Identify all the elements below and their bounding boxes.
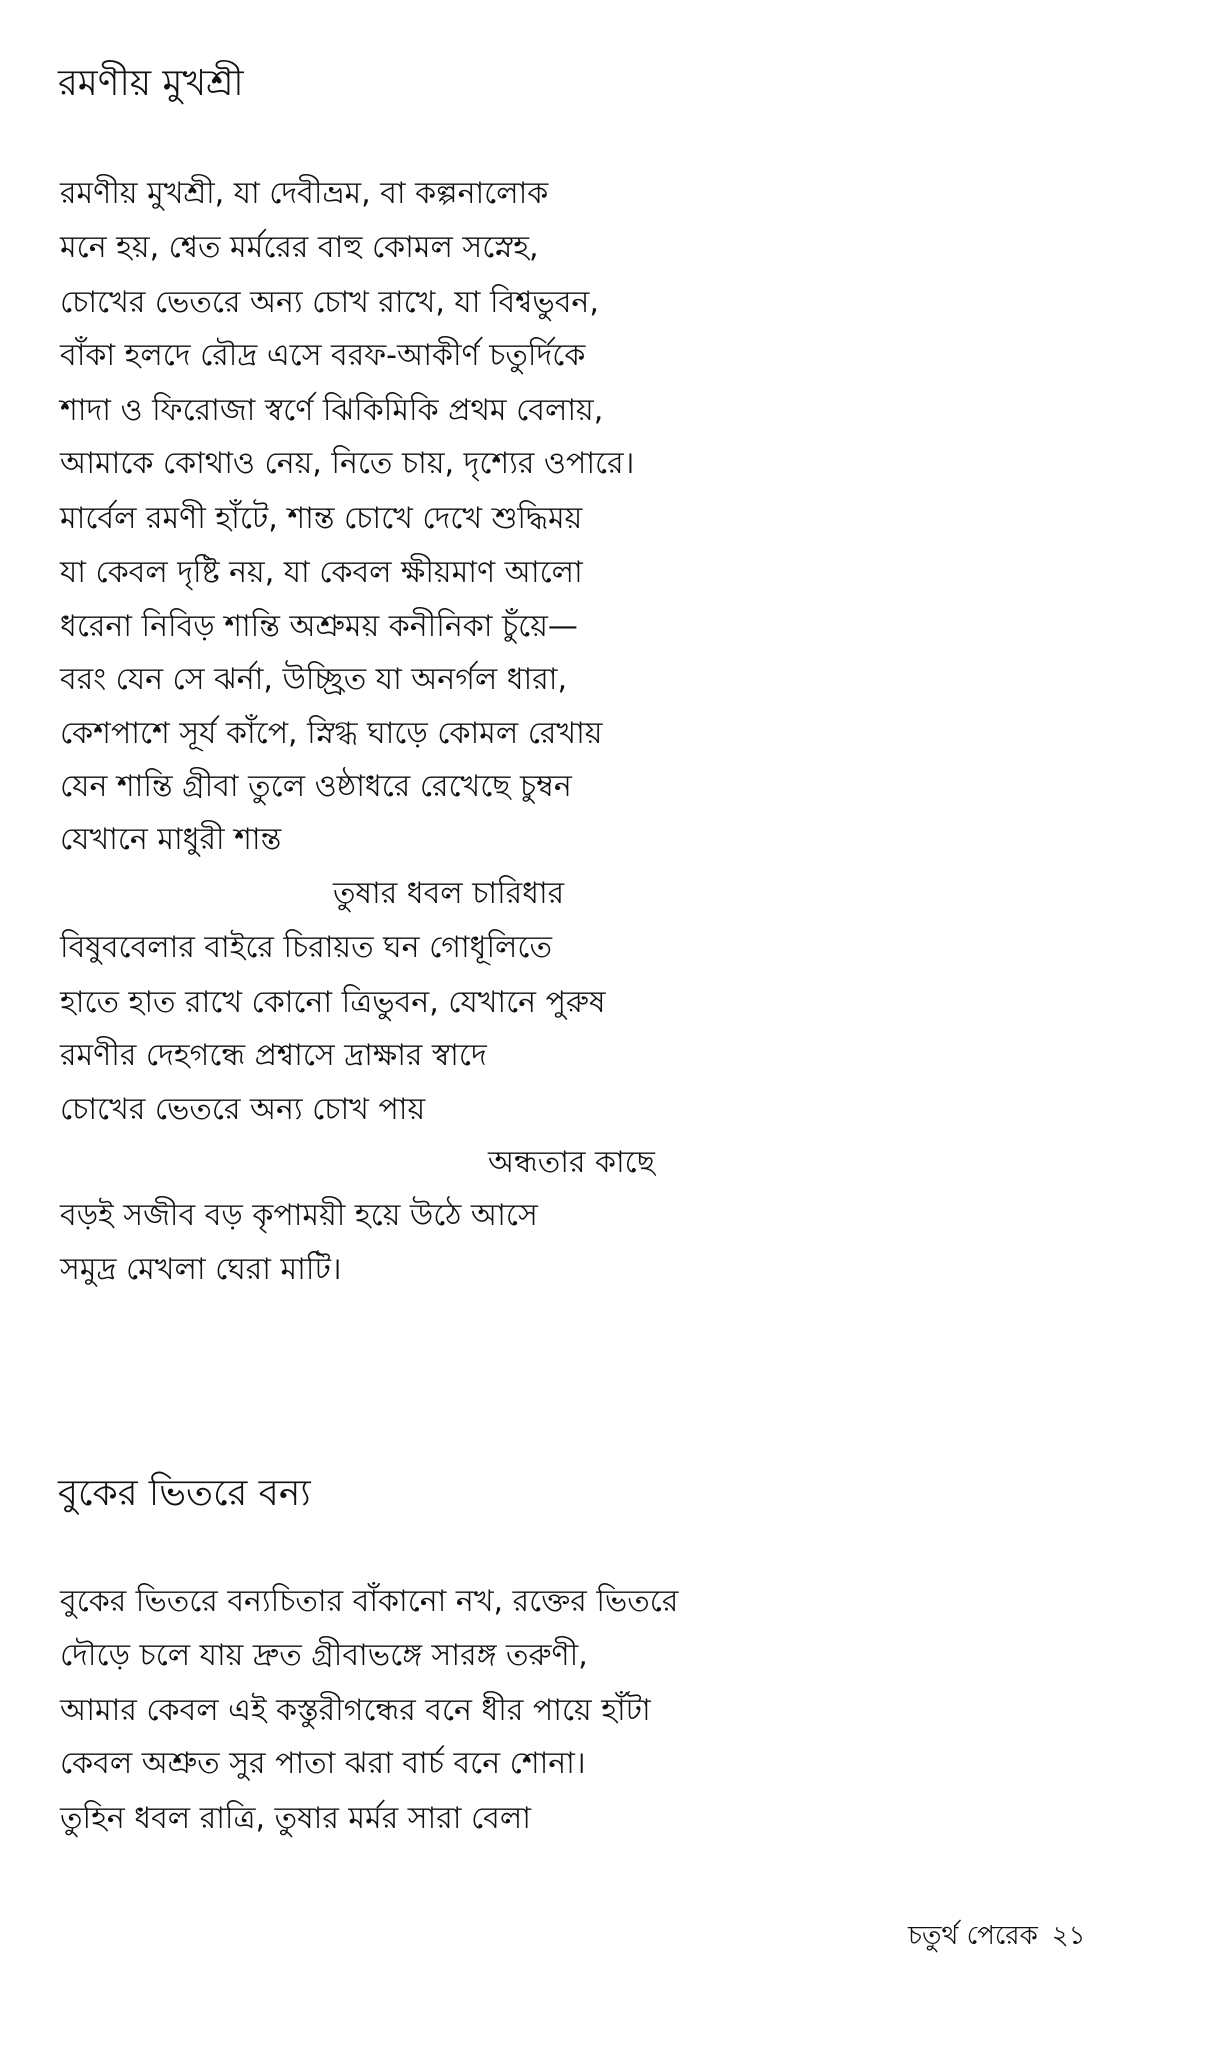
poem-title: রমণীয় মুখশ্রী — [58, 63, 244, 104]
poem-line: বড়ই সজীব বড় কৃপাময়ী হয়ে উঠে আসে — [60, 1198, 538, 1233]
poem-line: বিষুববেলার বাইরে চিরায়ত ঘন গোধূলিতে — [60, 930, 552, 965]
poem-line: শাদা ও ফিরোজা স্বর্ণে ঝিকিমিকি প্রথম বেলায়, — [60, 393, 604, 428]
poem-line: যেন শান্তি গ্রীবা তুলে ওষ্ঠাধরে রেখেছে চুম্বন — [60, 769, 572, 804]
poem-line: ধরেনা নিবিড় শান্তি অশ্রুময় কনীনিকা চুঁয়ে— — [60, 609, 578, 644]
poem-line: মনে হয়, শ্বেত মর্মরের বাহু কোমল সস্নেহ, — [60, 230, 539, 265]
poem-line: চোখের ভেতরে অন্য চোখ রাখে, যা বিশ্বভুবন, — [60, 285, 599, 320]
poem-line: যা কেবল দৃষ্টি নয়, যা কেবল ক্ষীয়মাণ আলো — [60, 555, 583, 590]
poem-line-indented: তুষার ধবল চারিধার — [333, 876, 565, 911]
poem-line: যেখানে মাধুরী শান্ত — [60, 822, 282, 857]
poem-line: রমণীর দেহগন্ধে প্রশ্বাসে দ্রাক্ষার স্বাদে — [60, 1038, 487, 1073]
poem-title: বুকের ভিতরে বন্য — [58, 1473, 311, 1514]
poem-line: চোখের ভেতরে অন্য চোখ পায় — [60, 1092, 426, 1127]
page-number: ২১ — [1051, 1921, 1086, 1951]
poem-line-indented: অন্ধতার কাছে — [488, 1145, 655, 1180]
poem-line: বরং যেন সে ঝর্না, উচ্ছ্রিত যা অনর্গল ধারা, — [60, 662, 567, 697]
poem-line: রমণীয় মুখশ্রী, যা দেবীভ্রম, বা কল্পনালোক — [60, 176, 549, 211]
poem-line: সমুদ্র মেখলা ঘেরা মাটি। — [60, 1252, 342, 1287]
poem-line: আমাকে কোথাও নেয়, নিতে চায়, দৃশ্যের ওপারে। — [60, 446, 635, 481]
page-footer — [908, 1915, 1100, 1959]
book-title: চতুর্থ পেরেক — [908, 1921, 1038, 1951]
poem-line: মার্বেল রমণী হাঁটে, শান্ত চোখে দেখে শুদ্ধিময় — [60, 501, 583, 536]
poem-line: আমার কেবল এই কস্তুরীগন্ধের বনে ধীর পায়ে হাঁটা — [60, 1693, 651, 1728]
poem-line: বুকের ভিতরে বন্যচিতার বাঁকানো নখ, রক্তের ভিতরে — [60, 1584, 679, 1619]
poem-line: কেবল অশ্রুত সুর পাতা ঝরা বার্চ বনে শোনা। — [60, 1746, 586, 1781]
poem-line: হাতে হাত রাখে কোনো ত্রিভুবন, যেখানে পুরুষ — [60, 985, 606, 1020]
poem-line: বাঁকা হলদে রৌদ্র এসে বরফ-আকীর্ণ চতুর্দিকে — [60, 338, 586, 373]
poem-line: দৌড়ে চলে যায় দ্রুত গ্রীবাভঙ্গে সারঙ্গ তরুণী, — [60, 1638, 588, 1673]
poem-line: তুহিন ধবল রাত্রি, তুষার মর্মর সারা বেলা — [60, 1801, 531, 1836]
poem-line: কেশপাশে সূর্য কাঁপে, স্নিগ্ধ ঘাড়ে কোমল রেখায় — [60, 716, 603, 751]
